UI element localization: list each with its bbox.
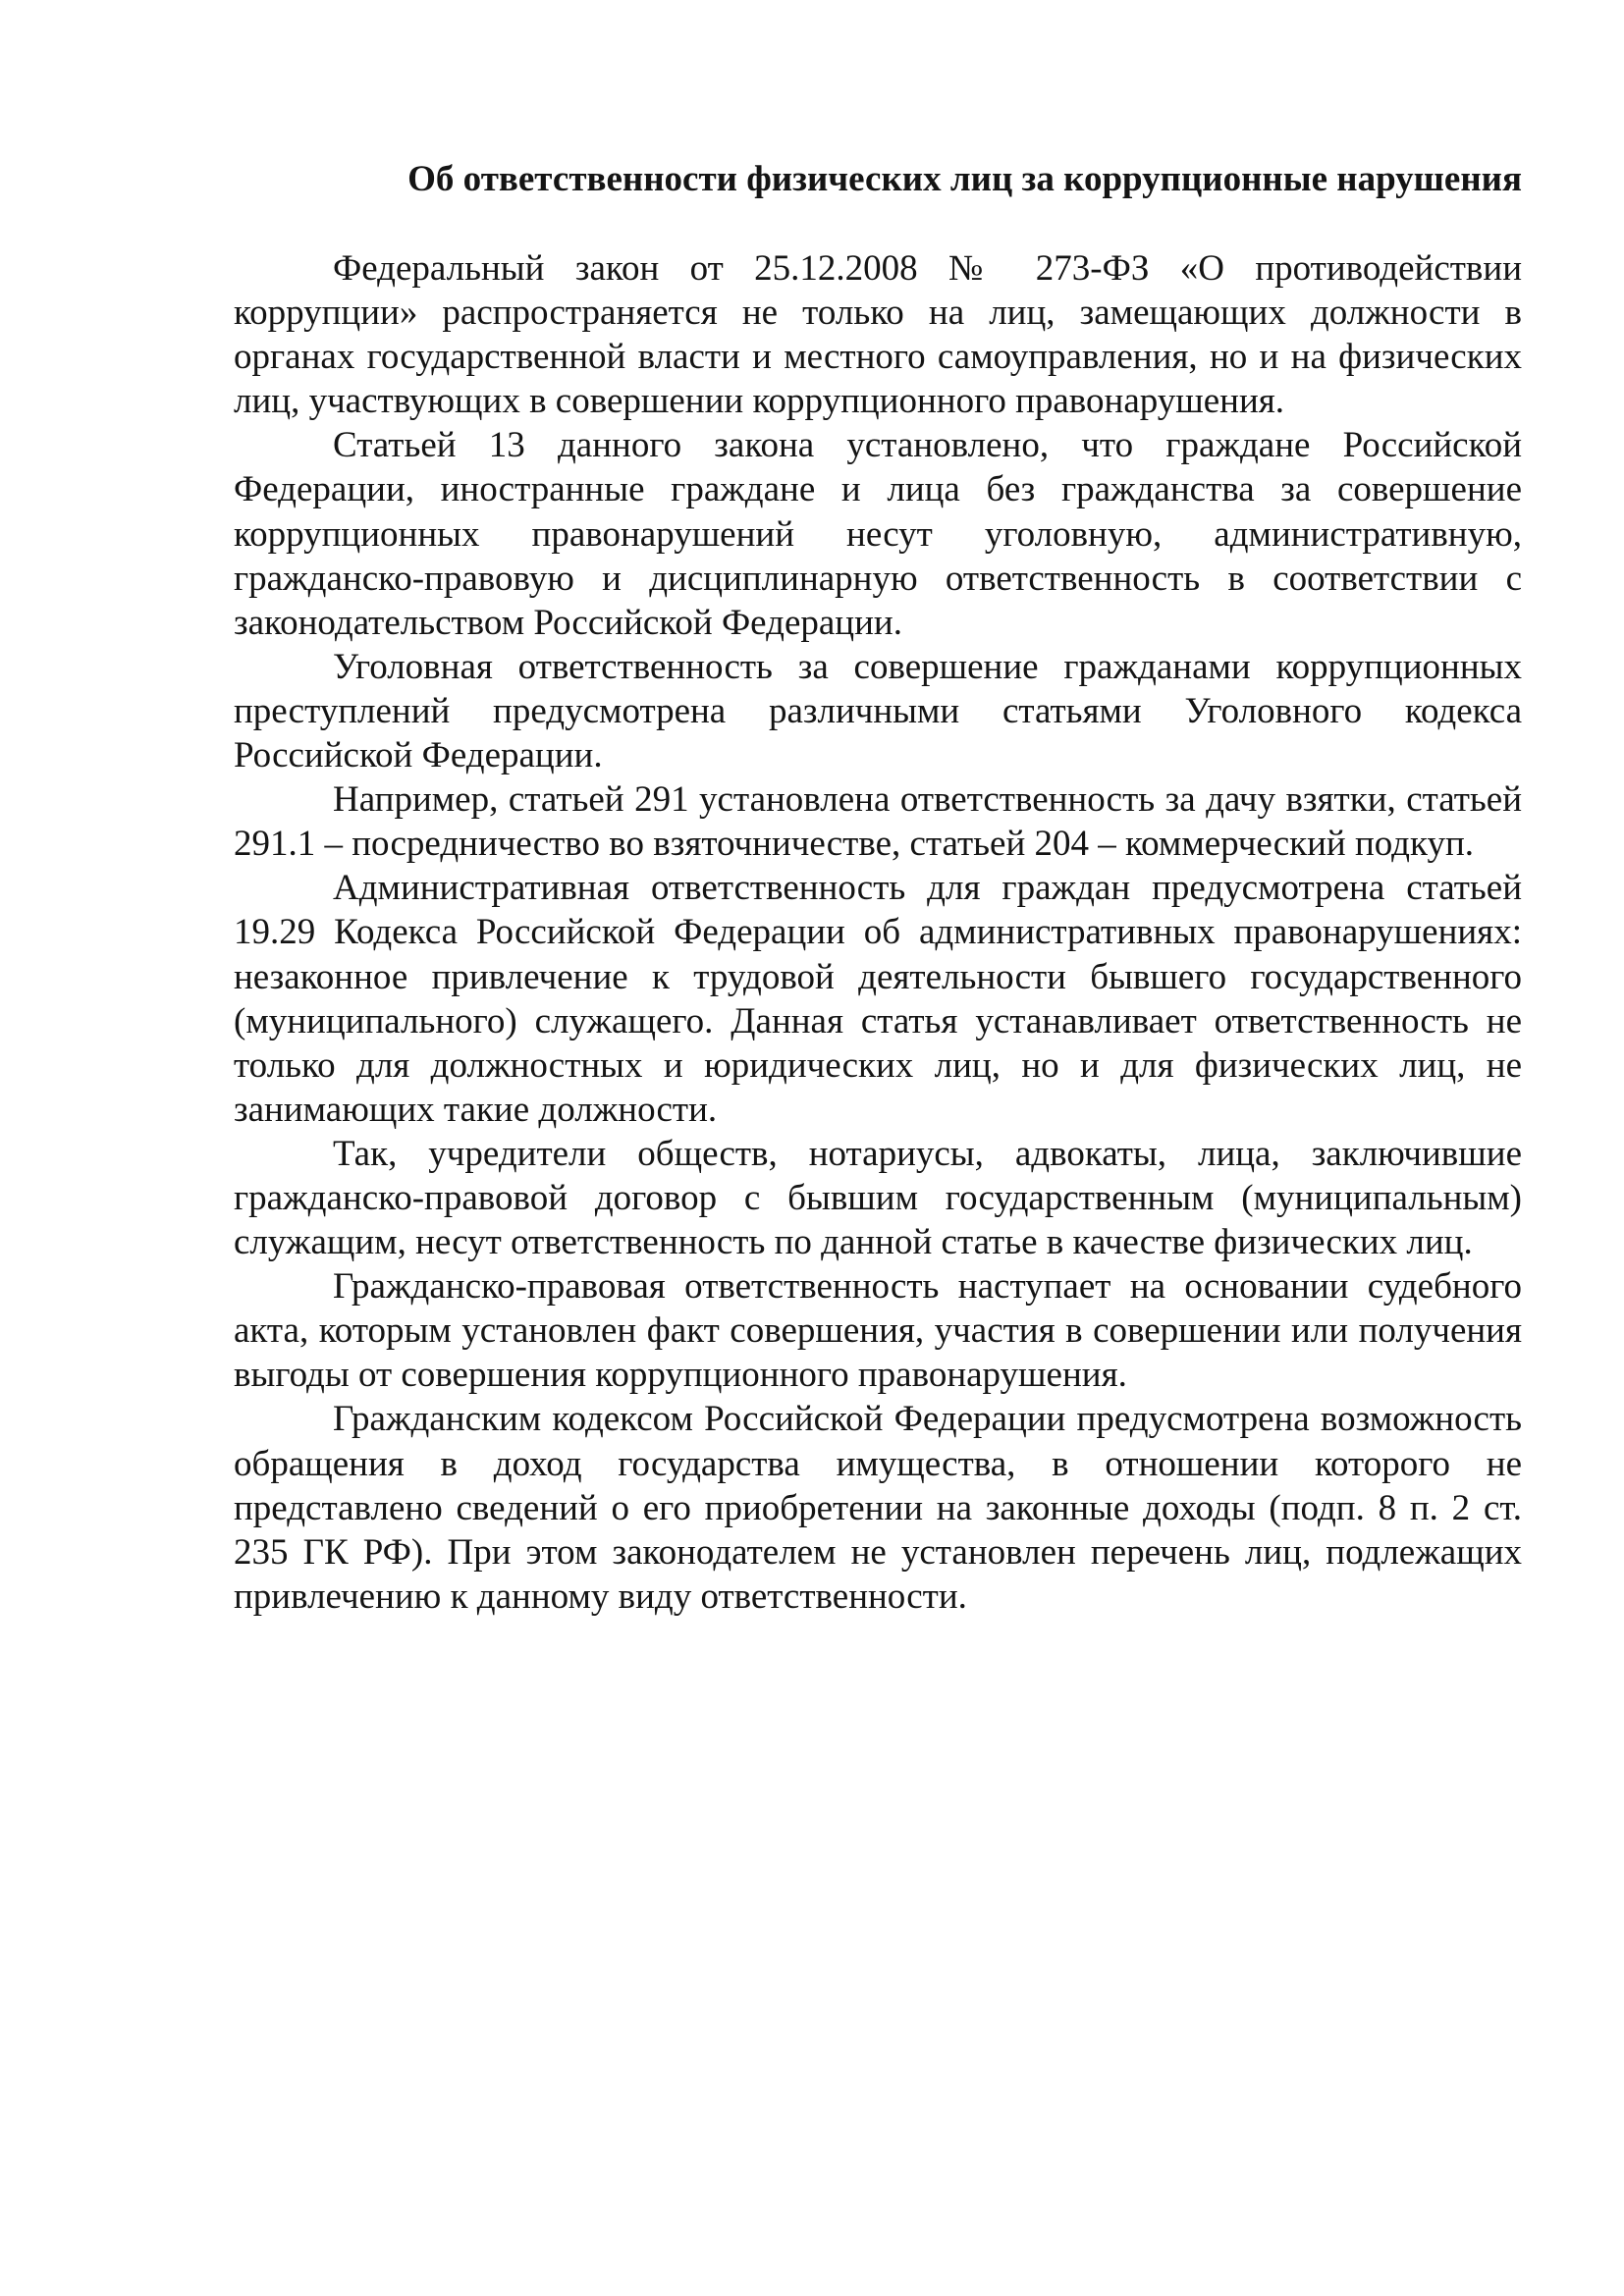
paragraph-criminal-liability: Уголовная ответственность за совершение гражданами коррупционных преступлений предусмотрена различными статьями Уголовного кодекса Российской Федерации. <box>234 646 1522 776</box>
document-title: Об ответственности физических лиц за коррупционные нарушения <box>407 159 1522 199</box>
paragraph-physical-persons: Так, учредители обществ, нотариусы, адвокаты, лица, заключившие гражданско-правовой договор с бывшим государственным (муниципальным) служащим, несут ответственность по данной статье в качестве физических лиц. <box>234 1133 1522 1263</box>
paragraph-civil-code: Гражданским кодексом Российской Федерации предусмотрена возможность обращения в доход государства имущества, в отношении которого не представлено сведений о его приобретении на законные доходы (подп. 8 п. 2 ст. 235 ГК РФ). При этом законодателем не установлен перечень лиц, подлежащих привлечению к данному виду ответственности. <box>234 1399 1522 1617</box>
paragraph-law-scope: Федеральный закон от 25.12.2008 № 273-ФЗ «О противодействии коррупции» распространяется не только на лиц, замещающих должности в органах государственной власти и местного самоуправления, но и на физических лиц, участвующих в совершении коррупционного правонарушения. <box>234 248 1522 422</box>
paragraph-administrative-liability: Административная ответственность для граждан предусмотрена статьей 19.29 Кодекса Российской Федерации об административных правонарушениях: незаконное привлечение к трудовой деятельности бывшего государственного (муниципального) служащего. Данная статья устанавливает ответственность не только для должностных и юридических лиц, но и для физических лиц, не занимающих такие должности. <box>234 868 1522 1130</box>
paragraph-article-13: Статьей 13 данного закона установлено, что граждане Российской Федерации, иностранные граждане и лица без гражданства за совершение коррупционных правонарушений несут уголовную, административную, гражданско-правовую и дисциплинарную ответственность в соответствии с законодательством Российской Федерации. <box>234 425 1522 643</box>
document-body <box>234 246 1522 1619</box>
paragraph-criminal-examples: Например, статьей 291 установлена ответственность за дачу взятки, статьей 291.1 – посредничество во взяточничестве, статьей 204 – коммерческий подкуп. <box>234 779 1522 865</box>
paragraph-civil-liability: Гражданско-правовая ответственность наступает на основании судебного акта, которым установлен факт совершения, участия в совершении или получения выгоды от совершения коррупционного правонарушения. <box>234 1266 1522 1396</box>
